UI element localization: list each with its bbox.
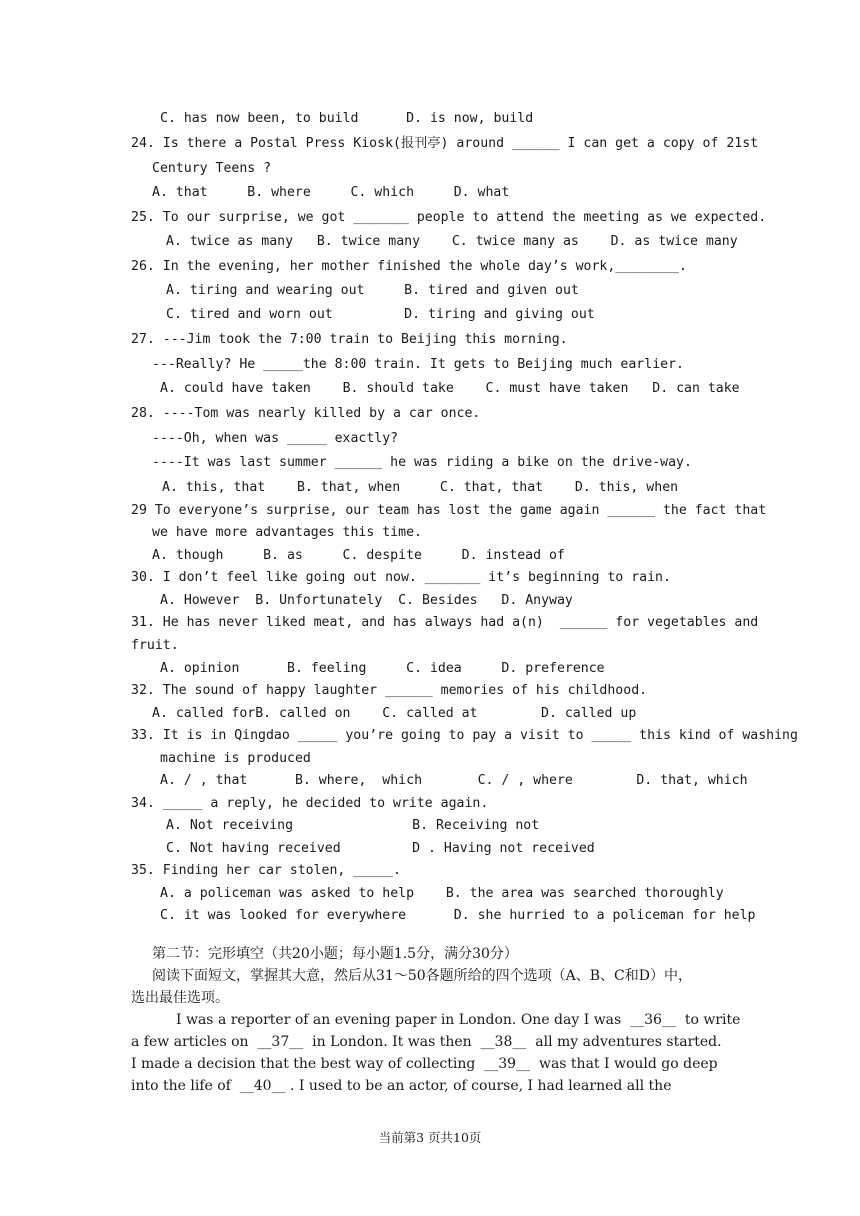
question-line: we have more advantages this time.	[152, 525, 422, 540]
question-line: A. Not receiving B. Receiving not	[166, 818, 540, 833]
question-line: C. it was looked for everywhere D. she hurried to a policeman for help	[160, 908, 756, 923]
question-line: A. that B. where C. which D. what	[152, 185, 510, 200]
passage-line: into the life of __40__ . I used to be an actor, of course, I had learned all the	[131, 1078, 672, 1094]
question-line: 29 To everyone’s surprise, our team has lost the game again ______ the fact that	[131, 503, 767, 518]
question-line: 30. I don’t feel like going out now. _______ it’s beginning to rain.	[131, 570, 671, 585]
question-line: A. could have taken B. should take C. must have taken D. can take	[160, 381, 740, 396]
question-line: 31. He has never liked meat, and has always had a(n) ______ for vegetables and	[131, 615, 759, 630]
question-line: A. tiring and wearing out B. tired and given out	[166, 283, 579, 298]
question-line: 28. ----Tom was nearly killed by a car once.	[131, 406, 481, 421]
question-line: 24. Is there a Postal Press Kiosk(报刊亭) around ______ I can get a copy of 21st	[131, 136, 759, 151]
section-heading: 第二节：完形填空（共20小题；每小题1.5分，满分30分）	[152, 946, 518, 962]
question-line: A. this, that B. that, when C. that, that D. this, when	[162, 480, 679, 495]
question-line: machine is produced	[160, 751, 311, 766]
question-line: 32. The sound of happy laughter ______ memories of his childhood.	[131, 683, 648, 698]
question-line: 33. It is in Qingdao _____ you’re going to pay a visit to _____ this kind of washing	[131, 728, 798, 743]
question-line: 25. To our surprise, we got _______ people to attend the meeting as we expected.	[131, 210, 767, 225]
question-line: 35. Finding her car stolen, _____.	[131, 863, 401, 878]
question-line: ----Oh, when was _____ exactly?	[152, 431, 399, 446]
question-line: fruit.	[131, 638, 179, 653]
question-line: Century Teens ?	[152, 161, 272, 176]
question-line: ----It was last summer ______ he was riding a bike on the drive-way.	[152, 455, 692, 470]
question-line: C. has now been, to build D. is now, build	[160, 111, 534, 126]
question-line: A. though B. as C. despite D. instead of	[152, 548, 565, 563]
question-line: A. called forB. called on C. called at D. called up	[152, 706, 637, 721]
section-instruction-1: 阅读下面短文，掌握其大意，然后从31～50各题所给的四个选项（A、B、C和D）中，	[152, 968, 692, 984]
section-instruction-2: 选出最佳选项。	[131, 990, 229, 1006]
question-line: A. / , that B. where, which C. / , where D. that, which	[160, 773, 748, 788]
question-line: A. However B. Unfortunately C. Besides D. Anyway	[160, 593, 573, 608]
question-line: 26. In the evening, her mother finished the whole day’s work,________.	[131, 259, 687, 274]
question-line: ---Really? He _____the 8:00 train. It gets to Beijing much earlier.	[152, 357, 684, 372]
question-line: A. twice as many B. twice many C. twice many as D. as twice many	[166, 234, 738, 249]
page-footer: 当前第3 页共10页	[378, 1130, 482, 1145]
question-line: C. Not having received D . Having not received	[166, 841, 595, 856]
question-line: C. tired and worn out D. tiring and giving out	[166, 307, 595, 322]
question-line: A. opinion B. feeling C. idea D. preference	[160, 661, 605, 676]
question-line: A. a policeman was asked to help B. the area was searched thoroughly	[160, 886, 724, 901]
question-line: 34. _____ a reply, he decided to write again.	[131, 796, 489, 811]
question-line: 27. ---Jim took the 7:00 train to Beijing this morning.	[131, 332, 568, 347]
passage-line: a few articles on __37__ in London. It was then __38__ all my adventures started.	[131, 1034, 722, 1050]
passage-line: I made a decision that the best way of collecting __39__ was that I would go deep	[131, 1056, 718, 1072]
passage-line: I was a reporter of an evening paper in London. One day I was __36__ to write	[176, 1012, 741, 1028]
